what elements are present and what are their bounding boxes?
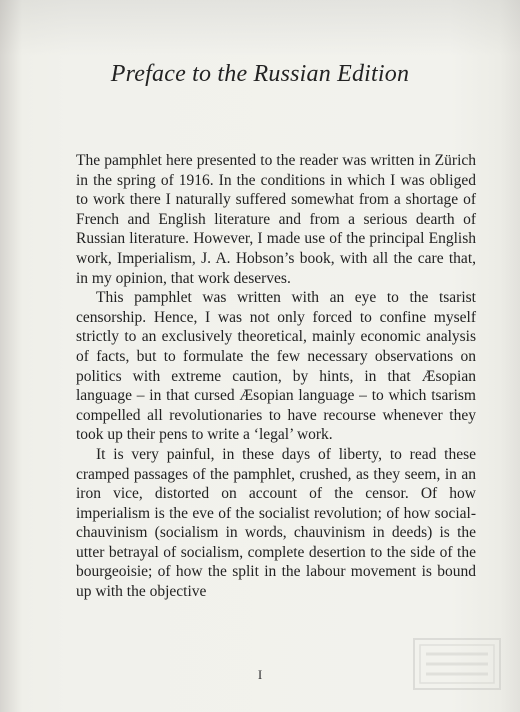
watermark-stamp-icon	[412, 636, 502, 692]
bleed-through-shadow	[0, 0, 520, 56]
preface-title: Preface to the Russian Edition	[110, 61, 410, 87]
paragraph-1: The pamphlet here presented to the reader was written in Zürich in the spring of 1916. In the conditions in which I was obliged to work there I naturally suffered somewhat from a shortage of French and English literature and from a serious dearth of Russian literature. However, I made use of the principal English work, Imperialism, J. A. Hobson’s book, with all the care that, in my opinion, that work deserves.	[76, 152, 476, 287]
paragraph-2: This pamphlet was written with an eye to the tsarist censorship. Hence, I was not only forced to confine myself strictly to an exclusively theoretical, mainly economic analysis of facts, but to formulate the few necessary observations on politics with extreme caution, by hints, in that Æsopian language – in that cursed Æsopian language – to which tsarism compelled all revolutionaries to have recourse whenever they took up their pens to write a ‘legal’ work.	[76, 289, 476, 444]
paragraph-3: It is very painful, in these days of liberty, to read these cramped passages of the pamphlet, crushed, as they seem, in an iron vice, distorted on account of the censor. Of how imperialism is the eve of the socialist revolution; of how social-chauvinism (socialism in words, chauvinism in deeds) is the utter betrayal of socialism, complete desertion to the side of the bourgeoisie; of how the split in the labour movement is bound up with the objective	[76, 445, 476, 601]
body-text	[76, 151, 476, 602]
page-number: I	[257, 667, 263, 682]
